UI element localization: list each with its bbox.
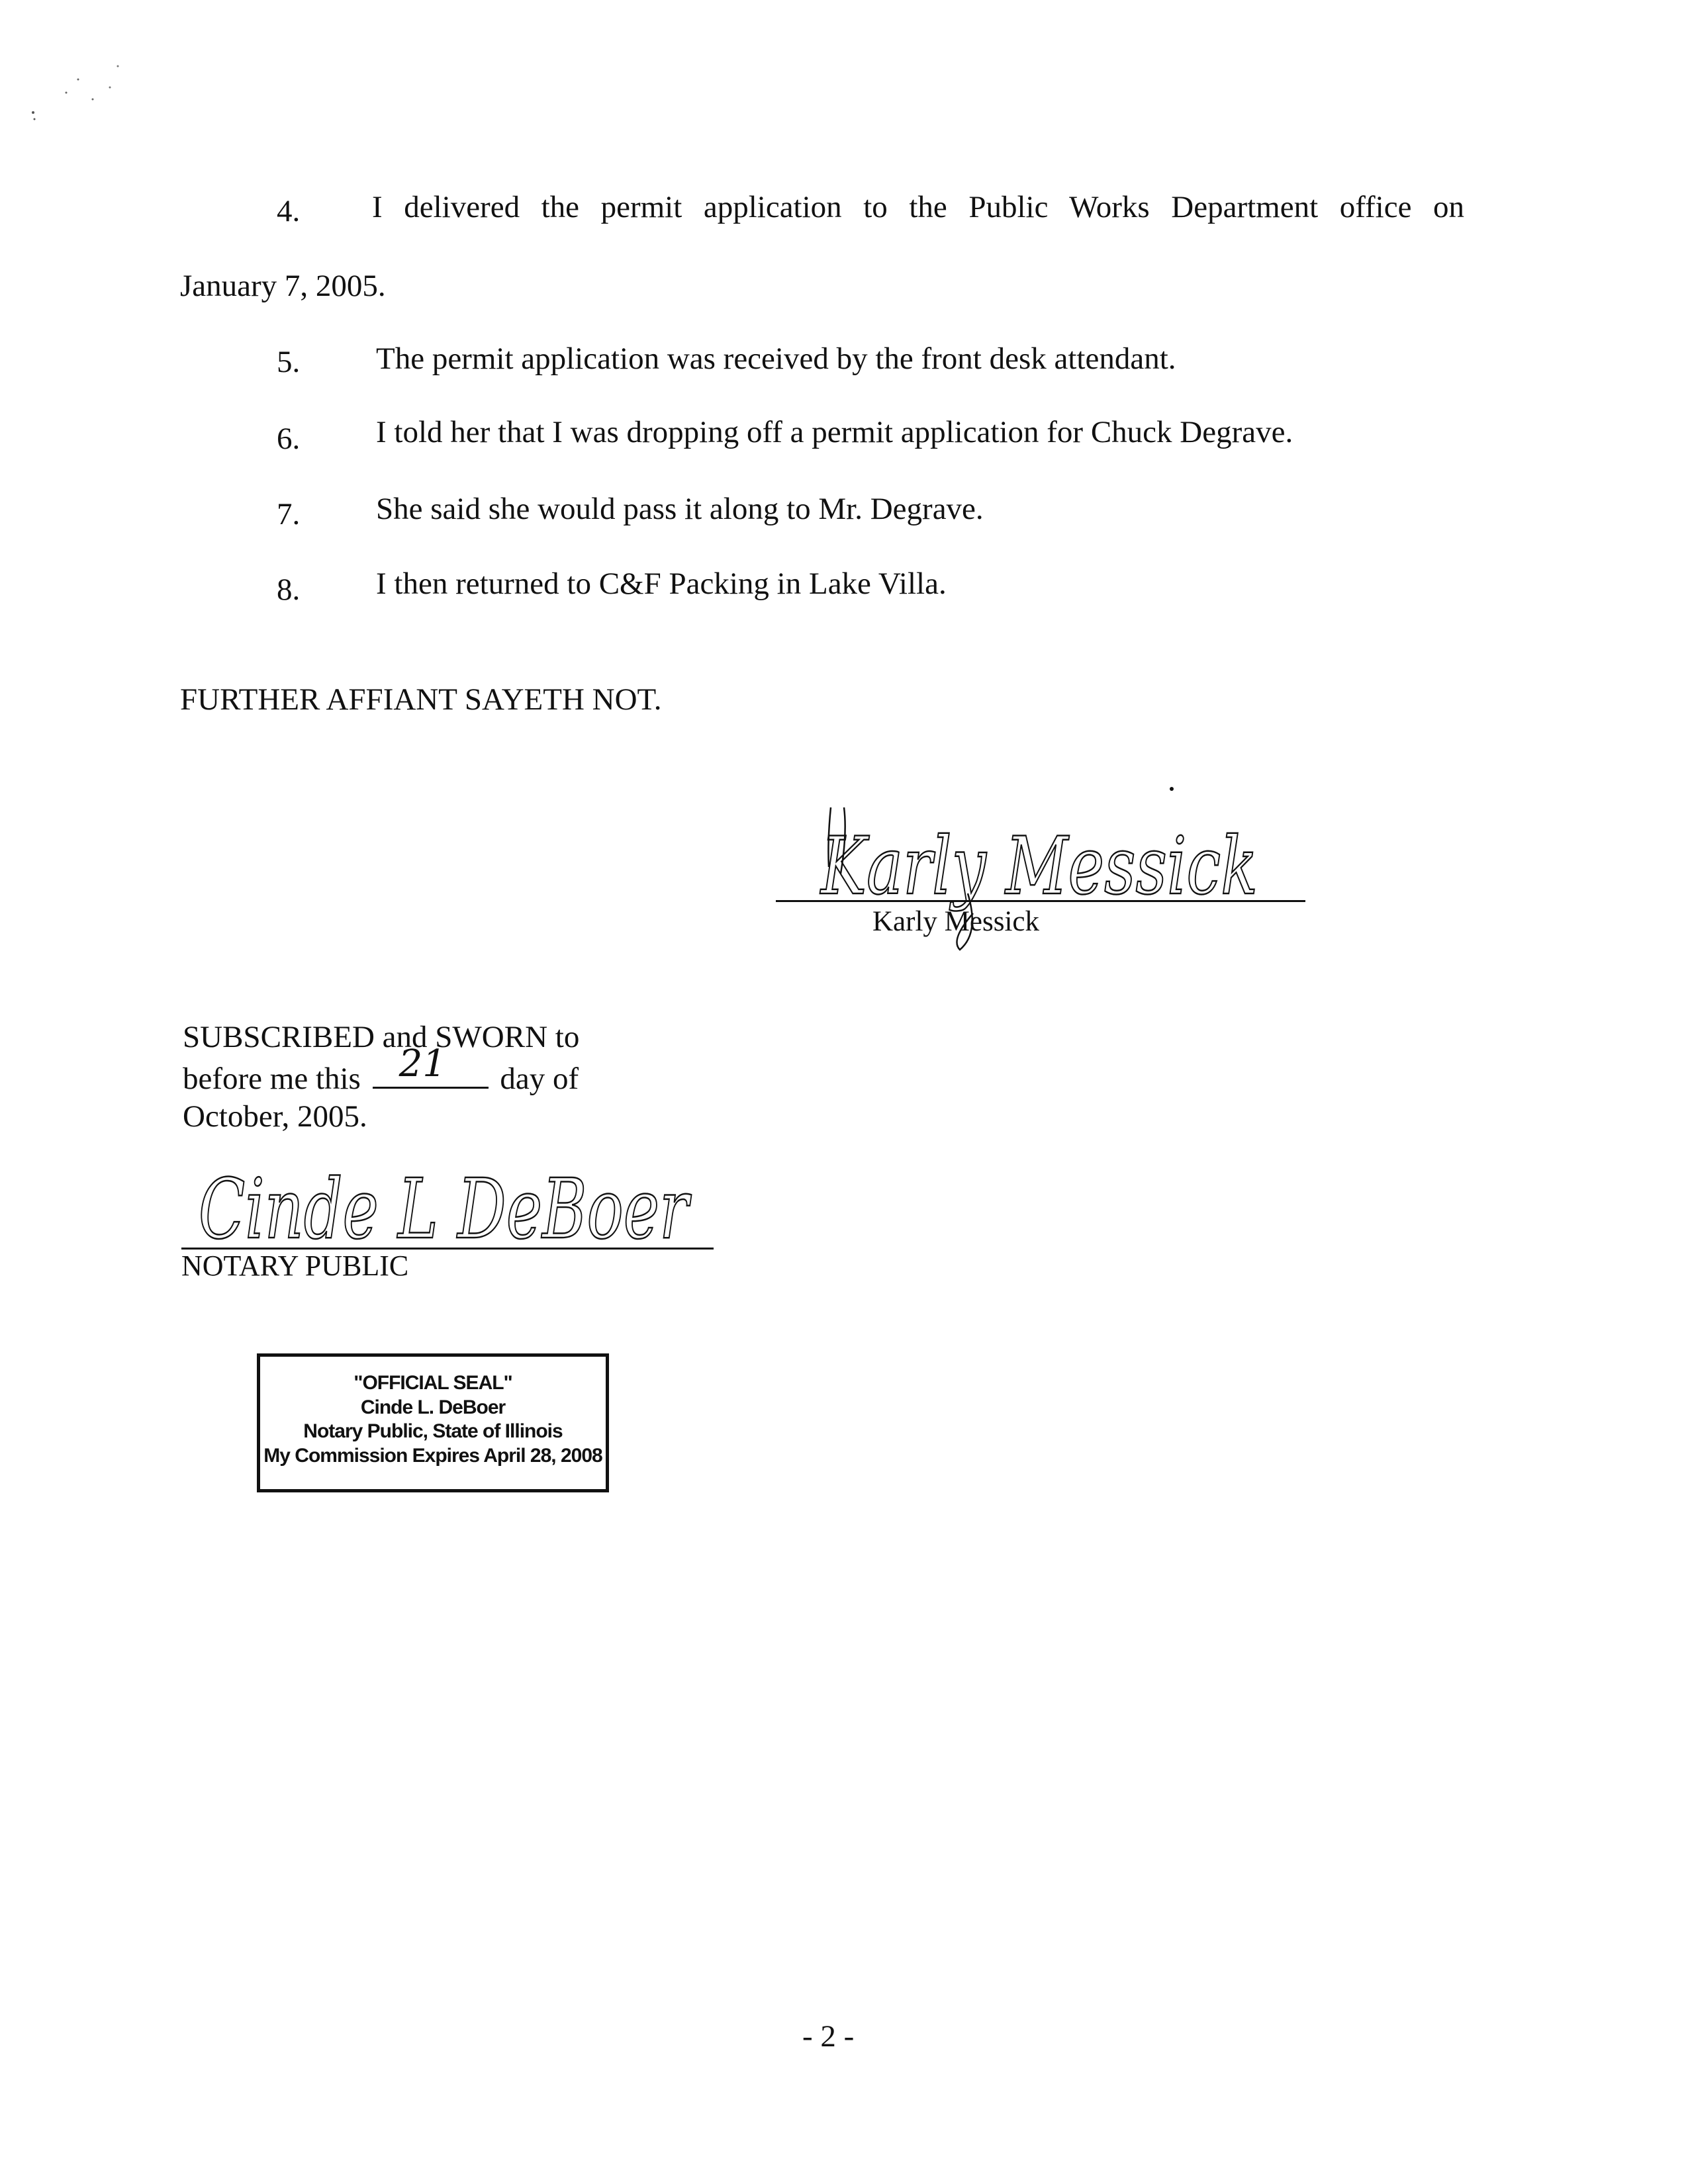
notary-signature — [185, 1145, 715, 1257]
day-blank — [373, 1042, 489, 1089]
day-filled-value: 21 — [399, 1042, 446, 1085]
paragraph-number-4: 4. — [277, 194, 301, 228]
official-seal-stamp — [257, 1353, 609, 1492]
seal-line-2: Cinde L. DeBoer — [360, 1396, 506, 1418]
affiant-signature-line — [776, 900, 1305, 902]
paragraph-number-7: 7. — [277, 497, 301, 531]
jurat-before-text: before me this — [183, 1062, 361, 1096]
svg-text:Cinde L DeBoer: Cinde L DeBoer — [199, 1161, 692, 1257]
paragraph-number-5: 5. — [277, 345, 301, 379]
paragraph-4-continuation: January 7, 2005. — [180, 269, 386, 303]
svg-text:Karly Messick: Karly Messick — [820, 821, 1258, 913]
paragraph-6-text: I told her that I was dropping off a permit application for Chuck Degrave. — [376, 415, 1293, 449]
jurat-line-2 — [183, 1042, 579, 1097]
jurat-after-text: day of — [500, 1062, 579, 1096]
seal-line-1: "OFFICIAL SEAL" — [353, 1372, 512, 1394]
affiant-signature — [781, 781, 1324, 953]
seal-line-4: My Commission Expires April 28, 2008 — [263, 1444, 602, 1467]
paragraph-7-text: She said she would pass it along to Mr. Degrave. — [376, 492, 984, 526]
closing-statement: FURTHER AFFIANT SAYETH NOT. — [180, 682, 662, 717]
seal-line-3: Notary Public, State of Illinois — [303, 1420, 563, 1443]
scan-specks — [26, 53, 126, 132]
jurat-line-1: SUBSCRIBED and SWORN to — [183, 1020, 580, 1054]
jurat-line-3: October, 2005. — [183, 1099, 367, 1134]
paragraph-number-8: 8. — [277, 572, 301, 607]
paragraph-8-text: I then returned to C&F Packing in Lake Villa. — [376, 567, 947, 601]
paragraph-number-6: 6. — [277, 422, 301, 456]
notary-title: NOTARY PUBLIC — [181, 1250, 409, 1282]
paragraph-4-text: I delivered the permit application to the Public Works Department office on — [372, 190, 1464, 224]
paragraph-5-text: The permit application was received by the front desk attendant. — [376, 341, 1176, 376]
page-number: - 2 - — [802, 2019, 855, 2054]
affiant-printed-name: Karly Messick — [872, 906, 1039, 937]
